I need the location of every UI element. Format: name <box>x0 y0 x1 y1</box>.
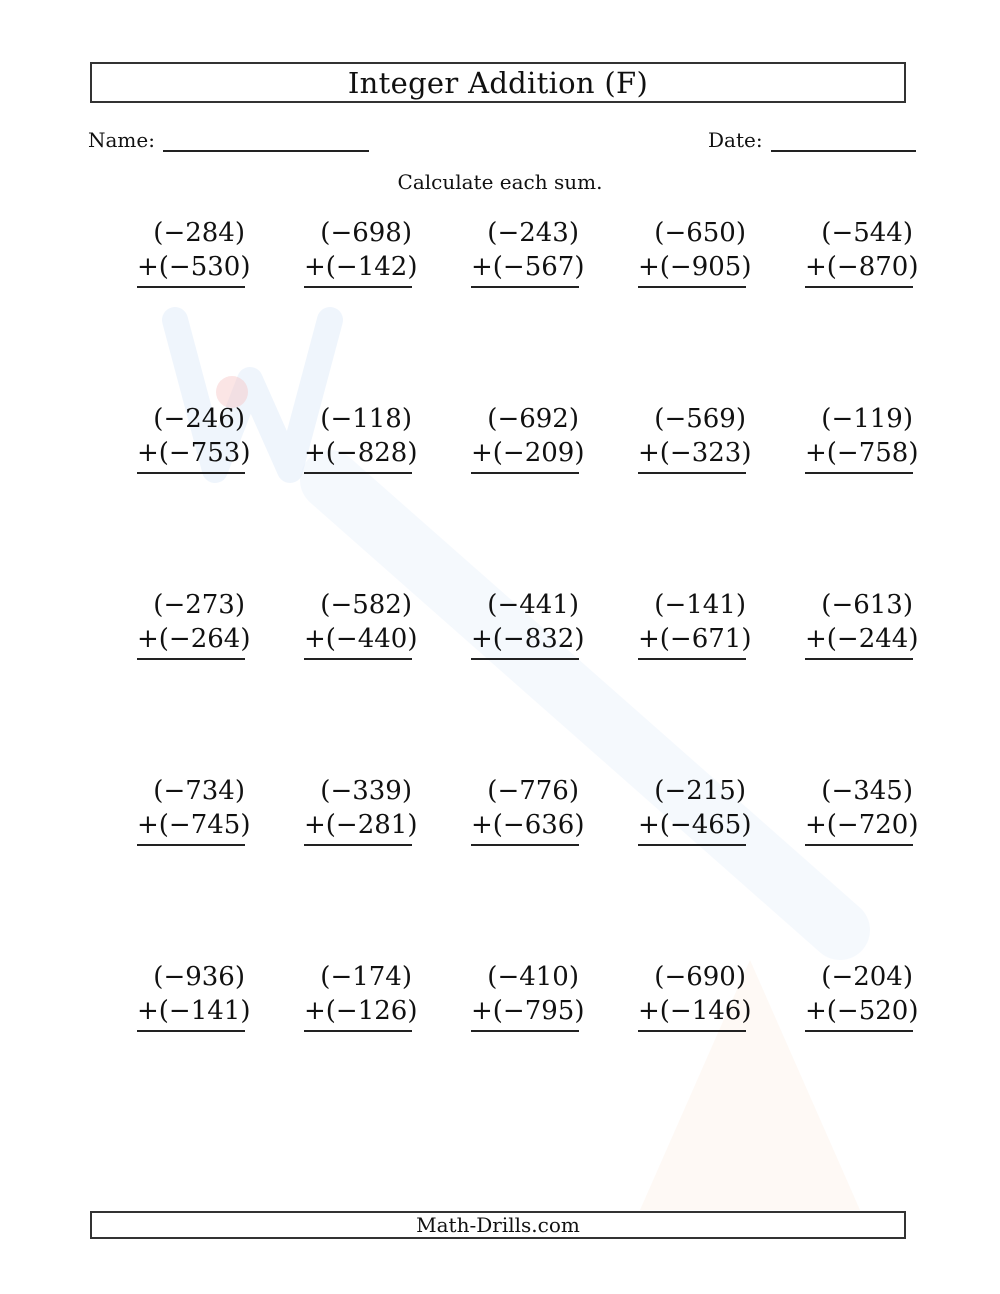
second-addend: +(−142) <box>304 250 412 288</box>
addition-stack <box>137 216 251 288</box>
second-addend: +(−146) <box>638 994 746 1032</box>
first-addend: (−613) <box>821 590 913 620</box>
first-addend: (−273) <box>153 590 245 620</box>
second-addend: +(−671) <box>638 622 746 660</box>
addition-stack <box>805 774 919 846</box>
problem-item <box>267 586 434 772</box>
addition-stack <box>304 588 418 660</box>
second-addend: +(−244) <box>805 622 913 660</box>
first-addend: (−441) <box>487 590 579 620</box>
name-blank-line[interactable] <box>163 124 369 152</box>
first-addend: (−690) <box>654 962 746 992</box>
second-addend: +(−832) <box>471 622 579 660</box>
first-addend: (−215) <box>654 776 746 806</box>
first-addend: (−776) <box>487 776 579 806</box>
first-addend: (−410) <box>487 962 579 992</box>
second-addend: +(−281) <box>304 808 412 846</box>
addition-stack <box>638 402 752 474</box>
first-addend: (−698) <box>320 218 412 248</box>
first-addend: (−118) <box>320 404 412 434</box>
addition-stack <box>304 402 418 474</box>
footer-credit: Math-Drills.com <box>90 1211 906 1239</box>
first-addend: (−119) <box>821 404 913 434</box>
problem-item <box>267 772 434 958</box>
addition-stack <box>638 774 752 846</box>
first-addend: (−544) <box>821 218 913 248</box>
problem-item <box>768 214 935 400</box>
first-addend: (−246) <box>153 404 245 434</box>
addition-stack <box>304 216 418 288</box>
first-addend: (−734) <box>153 776 245 806</box>
date-field <box>708 124 916 152</box>
first-addend: (−345) <box>821 776 913 806</box>
second-addend: +(−209) <box>471 436 579 474</box>
second-addend: +(−264) <box>137 622 245 660</box>
second-addend: +(−567) <box>471 250 579 288</box>
addition-stack <box>471 774 585 846</box>
problem-item <box>100 958 267 1144</box>
problem-item <box>434 958 601 1144</box>
problem-item <box>434 586 601 772</box>
addition-stack <box>304 960 418 1032</box>
problem-item <box>434 772 601 958</box>
first-addend: (−243) <box>487 218 579 248</box>
problem-item <box>100 214 267 400</box>
second-addend: +(−465) <box>638 808 746 846</box>
problem-item <box>768 772 935 958</box>
addition-stack <box>304 774 418 846</box>
problem-item <box>100 586 267 772</box>
second-addend: +(−720) <box>805 808 913 846</box>
problem-item <box>267 958 434 1144</box>
addition-stack <box>805 960 919 1032</box>
name-field <box>88 124 369 152</box>
second-addend: +(−530) <box>137 250 245 288</box>
addition-stack <box>638 216 752 288</box>
problem-item <box>768 400 935 586</box>
addition-stack <box>638 960 752 1032</box>
problem-item <box>100 772 267 958</box>
addition-stack <box>471 402 585 474</box>
first-addend: (−936) <box>153 962 245 992</box>
addition-stack <box>471 588 585 660</box>
first-addend: (−650) <box>654 218 746 248</box>
first-addend: (−569) <box>654 404 746 434</box>
addition-stack <box>137 774 251 846</box>
addition-stack <box>638 588 752 660</box>
date-blank-line[interactable] <box>771 124 916 152</box>
first-addend: (−174) <box>320 962 412 992</box>
second-addend: +(−753) <box>137 436 245 474</box>
problem-item <box>100 400 267 586</box>
problem-item <box>768 958 935 1144</box>
worksheet-title: Integer Addition (F) <box>90 62 906 103</box>
first-addend: (−339) <box>320 776 412 806</box>
second-addend: +(−141) <box>137 994 245 1032</box>
date-label: Date: <box>708 128 763 152</box>
first-addend: (−284) <box>153 218 245 248</box>
problem-item <box>601 772 768 958</box>
problem-item <box>601 958 768 1144</box>
addition-stack <box>137 588 251 660</box>
first-addend: (−582) <box>320 590 412 620</box>
addition-stack <box>471 216 585 288</box>
addition-stack <box>137 402 251 474</box>
problem-item <box>601 214 768 400</box>
first-addend: (−692) <box>487 404 579 434</box>
second-addend: +(−828) <box>304 436 412 474</box>
second-addend: +(−440) <box>304 622 412 660</box>
instructions: Calculate each sum. <box>397 170 603 194</box>
second-addend: +(−520) <box>805 994 913 1032</box>
addition-stack <box>805 216 919 288</box>
problem-item <box>267 214 434 400</box>
problem-grid <box>100 214 919 1054</box>
problem-item <box>267 400 434 586</box>
problem-item <box>768 586 935 772</box>
addition-stack <box>471 960 585 1032</box>
problem-item <box>601 586 768 772</box>
second-addend: +(−745) <box>137 808 245 846</box>
first-addend: (−141) <box>654 590 746 620</box>
second-addend: +(−636) <box>471 808 579 846</box>
name-label: Name: <box>88 128 155 152</box>
second-addend: +(−323) <box>638 436 746 474</box>
addition-stack <box>805 588 919 660</box>
addition-stack <box>137 960 251 1032</box>
second-addend: +(−905) <box>638 250 746 288</box>
problem-item <box>601 400 768 586</box>
second-addend: +(−758) <box>805 436 913 474</box>
second-addend: +(−795) <box>471 994 579 1032</box>
second-addend: +(−870) <box>805 250 913 288</box>
addition-stack <box>805 402 919 474</box>
first-addend: (−204) <box>821 962 913 992</box>
second-addend: +(−126) <box>304 994 412 1032</box>
problem-item <box>434 214 601 400</box>
problem-item <box>434 400 601 586</box>
